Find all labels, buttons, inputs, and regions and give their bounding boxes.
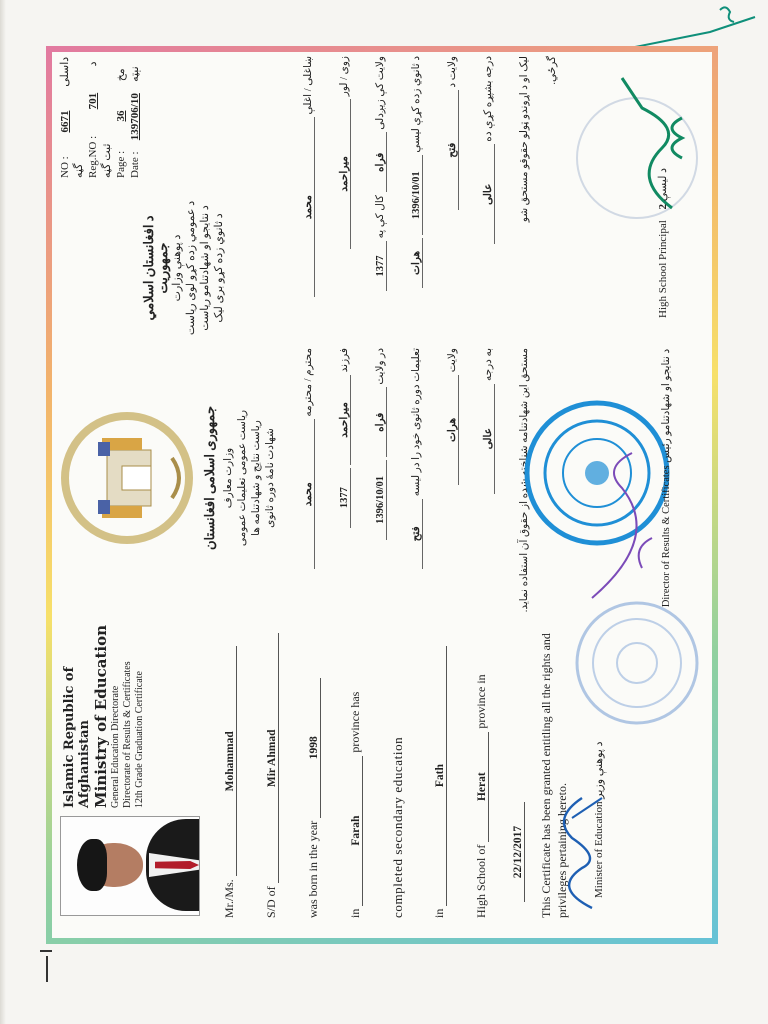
dari-head-3: ریاست عمومی تعلیمات عمومی [237,409,248,547]
province-has-label: province has [348,691,362,753]
scan-mark-2 [46,956,48,982]
pashto-line-7: لیک او د اړوندو ټولو حقوقو مستحق شو [519,56,530,223]
director-title: Director of Results & Certificates [661,465,672,608]
pashto-p2-label: زوی / لور [339,56,350,97]
page-label-fa: مخ [115,68,127,82]
pashto-p3-label: کال کې په [375,194,386,239]
dari-head-1: جمهوری اسلامی افغانستان [202,406,217,550]
dari-l5-label: ولایت [447,348,458,373]
reg-row [86,52,114,178]
pashto-line-3 [374,56,387,342]
dari-line-6 [482,348,495,608]
student-photo [60,816,200,916]
pashto-heading [142,198,226,338]
director-signature [582,448,662,608]
no-label: NO : [59,156,71,178]
dari-line-5 [446,348,459,608]
scan-mark [40,950,52,952]
pashto-head-2: د پوهنې وزارت [171,234,183,302]
dari-name: محمد [302,419,315,569]
pashto-head-5: د ثانوي زده کړو بری لیک [213,213,225,323]
afghanistan-emblem [52,408,202,548]
title-certificate: 12th Grade Graduation Certificate [134,671,145,808]
page-label: Page : [115,150,127,178]
dari-l1-label: محترم / محترمه [303,348,314,417]
page-row [114,52,128,178]
school-line [432,646,447,918]
date-line [510,802,525,918]
title-country: Islamic Republic of Afghanistan [62,666,92,808]
pashto-date: 1396/10/01 [411,155,423,235]
reg-value: 701 [87,92,99,110]
english-heading [62,608,146,808]
pashto-school: فتح [446,90,459,210]
in-label-2: in [432,908,446,918]
pashto-line-2 [338,56,351,342]
pashto-p1-label: ښاغلی / اغلې [303,56,314,115]
dari-grade: عالی [482,384,495,494]
dari-line-4 [410,348,423,608]
certificate-content [52,52,712,938]
graduation-date: 22/12/2017 [512,802,525,902]
english-column [52,608,712,938]
pashto-year: 1377 [375,241,387,291]
born-label: was born in the year [306,820,320,918]
reg-label: Reg.NO : [87,135,99,178]
birth-year: 1998 [308,678,321,818]
principal-number: 2 [657,203,669,210]
pashto-column [52,52,712,348]
dari-column [52,348,712,613]
title-results: Directorate of Results & Certificates [122,661,133,808]
province-line [348,692,363,918]
page-value: 36 [115,110,127,122]
dari-l2-label: فرزند [339,348,350,373]
director-label [660,348,672,608]
minister-title: Minister of Education [593,801,605,898]
in-label: in [348,908,362,918]
student-name: Mohammad [224,646,237,876]
minister-stamp [572,598,702,728]
reg-label-fa: د ثبت گڼه [87,61,113,178]
born-line [306,678,321,918]
dari-father: میراحمد [338,375,351,465]
school-province: Herat [476,732,489,842]
father-line [264,633,279,918]
no-row [58,52,86,178]
pashto-name: محمد [302,117,315,297]
no-label-fa: داسلی گڼه [59,56,85,178]
dari-date: 1396/10/01 [375,460,387,540]
pashto-line-1 [302,56,315,342]
high-school-line [474,674,489,918]
register-numbers [58,52,142,178]
name-line [222,646,237,918]
pashto-p4-label: ولایت کې زیږدلی [375,56,386,130]
pashto-p6-label: ولایت د [447,56,458,88]
pashto-school-province: هرات [410,238,423,288]
minister-signature [552,768,612,918]
pashto-line-5 [446,56,459,342]
pashto-father: میراحمد [338,99,351,249]
dari-year: 1377 [339,468,351,528]
pashto-grade: عالی [482,144,495,244]
principal-title: High School Principal [657,220,669,318]
minister-title-fa: د پوهنې وزیر [593,741,605,799]
pashto-head-4: د نتایجو او شهادتنامو ریاست [199,205,211,331]
principal-title-fa: د لیسې [657,167,669,202]
mr-ms-label: Mr./Ms. [222,879,236,918]
pashto-head-1: د افغانستان اسلامي جمهوريت [141,215,170,321]
dari-line-7: مستحق این شهادتنامه شناخته شده از حقوق آن استفاده نماید. [519,348,530,613]
high-school-label: High School of [474,844,488,918]
dari-line-1 [302,348,315,608]
date-label-fa: نېټه [129,66,141,82]
dari-line-2 [338,348,351,608]
director-title-fa: د نتایجو او شهادتنامو رئیس [661,348,672,463]
date-label: Date : [129,151,141,178]
birth-province: Farah [350,756,363,906]
pashto-p7-label: درجه بشپړه کړې ده [483,56,494,142]
father-name: Mir Ahmad [266,633,279,883]
dari-line-3 [374,348,387,608]
dari-school-province: هرات [446,375,459,485]
dari-school: فتح [410,499,423,569]
dari-head-2: وزارت معارف [223,447,234,509]
pashto-line-8: گرځي. [547,56,558,85]
dari-l6-label: به درجه [483,348,494,382]
pashto-head-3: د عمومي زده کړو لوی ریاست [185,200,197,336]
grant-text: This Certificate has been granted entitling all the rights and privileges pertaining hereto. [539,633,569,918]
dari-l3-label: در ولایت [375,348,386,385]
date-row [128,52,142,178]
dari-l4-label: تعلیمات دوره ثانوی خود را در لیسه [411,348,422,497]
dari-head-4: ریاست نتایج و شهادتنامه ها [251,420,262,536]
province-in-label: province in [474,674,488,729]
no-value: 6671 [59,110,71,133]
date-value: 139706/10 [129,93,141,141]
pashto-line-4 [410,56,423,342]
school-name: Fath [434,646,447,906]
pashto-province: فراه [374,132,387,192]
pashto-p5-label: د ثانوي زده کړې لیسې [411,56,422,153]
title-directorate: General Education Directorate [110,685,121,808]
title-ministry: Ministry of Education [92,624,110,808]
dari-head-5: شهادت نامهٔ دوره ثانوی [265,428,276,528]
pashto-line-6 [482,56,495,342]
completed-line: completed secondary education [390,736,405,918]
principal-label [656,168,669,318]
sd-label: S/D of [264,886,278,918]
dari-province: فراه [374,387,387,457]
scan-edge [0,0,6,1024]
